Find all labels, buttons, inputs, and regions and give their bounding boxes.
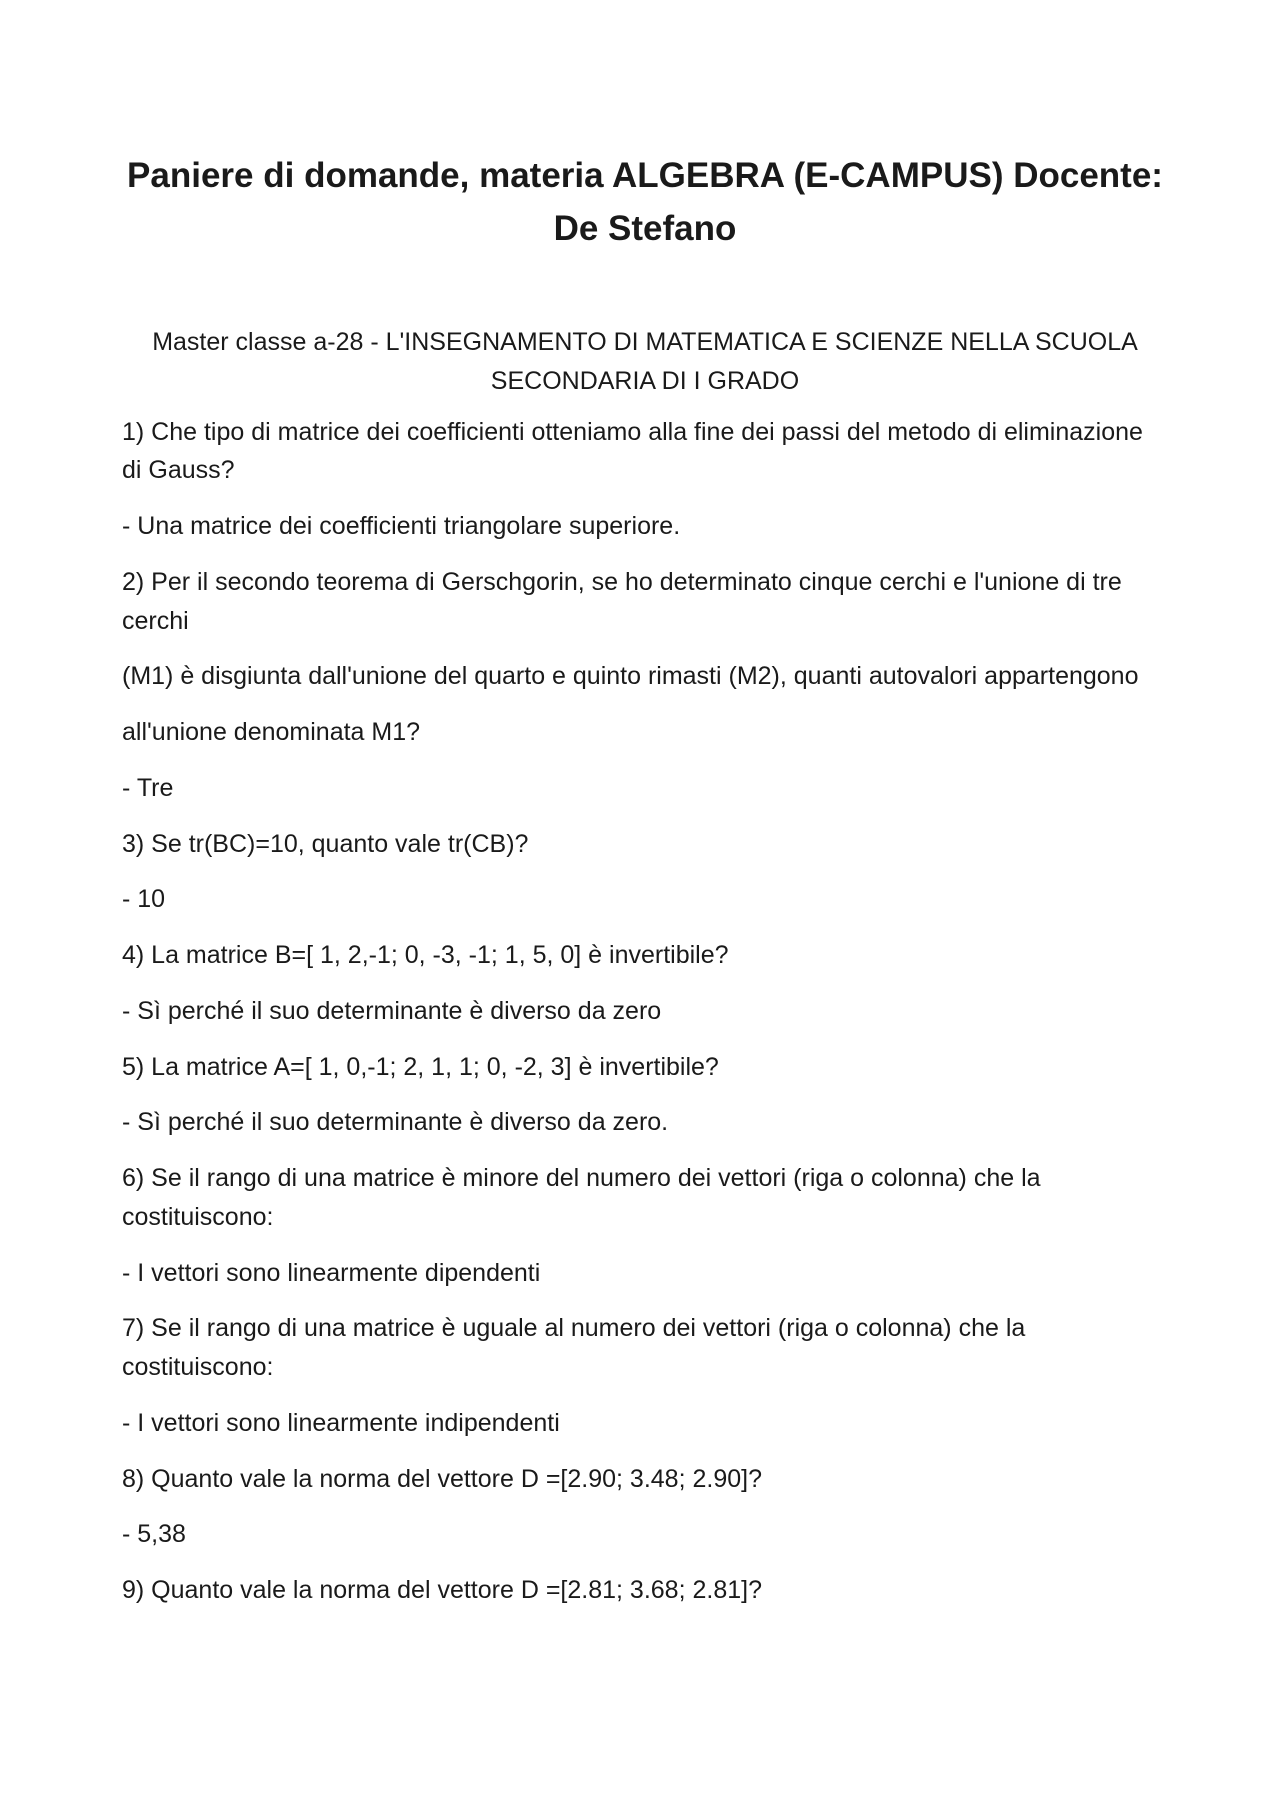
question-6: 6) Se il rango di una matrice è minore del numero dei vettori (riga o colonna) che la costituiscono: [122, 1164, 1041, 1231]
question-5: 5) La matrice A=[ 1, 0,-1; 2, 1, 1; 0, -2, 3] è invertibile? [122, 1052, 719, 1081]
question-1: 1) Che tipo di matrice dei coefficienti otteniamo alla fine dei passi del metodo di eliminazione di Gauss? [122, 417, 1143, 485]
question-2-part-2: (M1) è disgiunta dall'unione del quarto e quinto rimasti (M2), quanti autovalori appartengono [122, 662, 1139, 691]
answer-2: - Tre [122, 773, 174, 802]
answer-3: - 10 [122, 885, 166, 914]
document-subtitle: Master classe a-28 - L'INSEGNAMENTO DI MATEMATICA E SCIENZE NELLA SCUOLA SECONDARIA DI I GRADO [152, 328, 1138, 395]
question-list [122, 413, 1168, 1610]
question-7: 7) Se il rango di una matrice è uguale al numero dei vettori (riga o colonna) che la costituiscono: [122, 1314, 1026, 1381]
question-4: 4) La matrice B=[ 1, 2,-1; 0, -3, -1; 1, 5, 0] è invertibile? [122, 941, 729, 969]
answer-8: - 5,38 [122, 1520, 186, 1549]
answer-6: - I vettori sono linearmente dipendenti [122, 1258, 541, 1287]
question-2-part-1: 2) Per il secondo teorema di Gerschgorin, se ho determinato cinque cerchi e l'unione di tre cerchi [122, 567, 1122, 635]
answer-7: - I vettori sono linearmente indipendenti [122, 1408, 560, 1437]
answer-5: - Sì perché il suo determinante è diverso da zero. [122, 1108, 669, 1137]
question-8: 8) Quanto vale la norma del vettore D =[2.90; 3.48; 2.90]? [122, 1464, 762, 1493]
question-9: 9) Quanto vale la norma del vettore D =[2.81; 3.68; 2.81]? [122, 1576, 762, 1604]
document-title: Paniere di domande, materia ALGEBRA (E-CAMPUS) Docente: De Stefano [127, 156, 1163, 248]
answer-4: - Sì perché il suo determinante è diverso da zero [122, 996, 662, 1025]
document-page [122, 150, 1168, 1627]
question-2-part-3: all'unione denominata M1? [122, 718, 421, 746]
question-3: 3) Se tr(BC)=10, quanto vale tr(CB)? [122, 829, 529, 858]
answer-1: - Una matrice dei coefficienti triangolare superiore. [122, 512, 681, 540]
